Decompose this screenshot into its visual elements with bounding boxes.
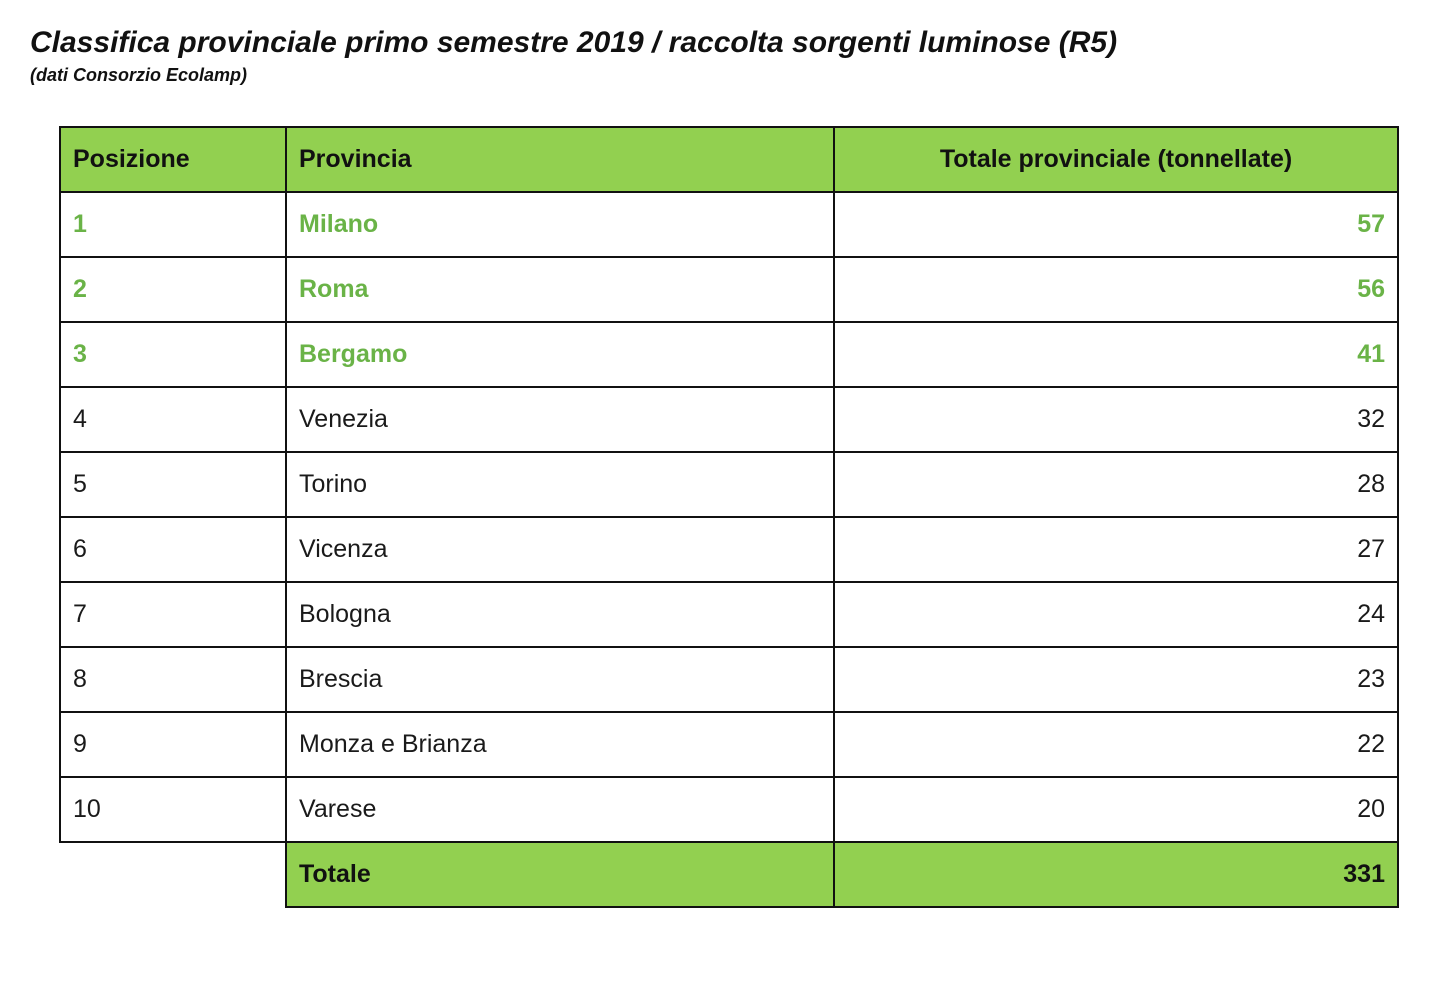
cell-provincia: Bergamo — [286, 322, 834, 387]
total-value: 331 — [834, 842, 1398, 907]
cell-posizione: 3 — [60, 322, 286, 387]
table-row — [60, 322, 1398, 387]
cell-totale: 27 — [834, 517, 1398, 582]
cell-provincia: Milano — [286, 192, 834, 257]
page-subtitle: (dati Consorzio Ecolamp) — [30, 65, 248, 85]
table-header-row — [60, 127, 1398, 192]
cell-totale: 32 — [834, 387, 1398, 452]
header-provincia: Provincia — [286, 127, 834, 192]
cell-posizione: 5 — [60, 452, 286, 517]
cell-posizione: 2 — [60, 257, 286, 322]
cell-posizione: 4 — [60, 387, 286, 452]
cell-provincia: Roma — [286, 257, 834, 322]
table-row — [60, 582, 1398, 647]
table-row — [60, 452, 1398, 517]
cell-posizione: 10 — [60, 777, 286, 842]
page-title: Classifica provinciale primo semestre 2019 / raccolta sorgenti luminose (R5) — [30, 26, 1118, 59]
cell-totale: 57 — [834, 192, 1398, 257]
cell-provincia: Varese — [286, 777, 834, 842]
cell-totale: 41 — [834, 322, 1398, 387]
cell-totale: 56 — [834, 257, 1398, 322]
cell-provincia: Bologna — [286, 582, 834, 647]
cell-totale: 28 — [834, 452, 1398, 517]
cell-provincia: Brescia — [286, 647, 834, 712]
header-posizione: Posizione — [60, 127, 286, 192]
table-row — [60, 257, 1398, 322]
table-row — [60, 517, 1398, 582]
table-row — [60, 712, 1398, 777]
total-empty-cell — [60, 842, 286, 907]
cell-posizione: 9 — [60, 712, 286, 777]
cell-provincia: Torino — [286, 452, 834, 517]
cell-posizione: 6 — [60, 517, 286, 582]
table-row — [60, 387, 1398, 452]
cell-provincia: Venezia — [286, 387, 834, 452]
cell-totale: 20 — [834, 777, 1398, 842]
cell-posizione: 1 — [60, 192, 286, 257]
ranking-table — [59, 126, 1399, 908]
cell-totale: 22 — [834, 712, 1398, 777]
cell-provincia: Monza e Brianza — [286, 712, 834, 777]
table-row — [60, 647, 1398, 712]
cell-posizione: 8 — [60, 647, 286, 712]
cell-totale: 23 — [834, 647, 1398, 712]
header-totale: Totale provinciale (tonnellate) — [834, 127, 1398, 192]
cell-totale: 24 — [834, 582, 1398, 647]
table-row — [60, 192, 1398, 257]
cell-posizione: 7 — [60, 582, 286, 647]
table-row — [60, 777, 1398, 842]
total-label: Totale — [286, 842, 834, 907]
total-row — [60, 842, 1398, 907]
cell-provincia: Vicenza — [286, 517, 834, 582]
